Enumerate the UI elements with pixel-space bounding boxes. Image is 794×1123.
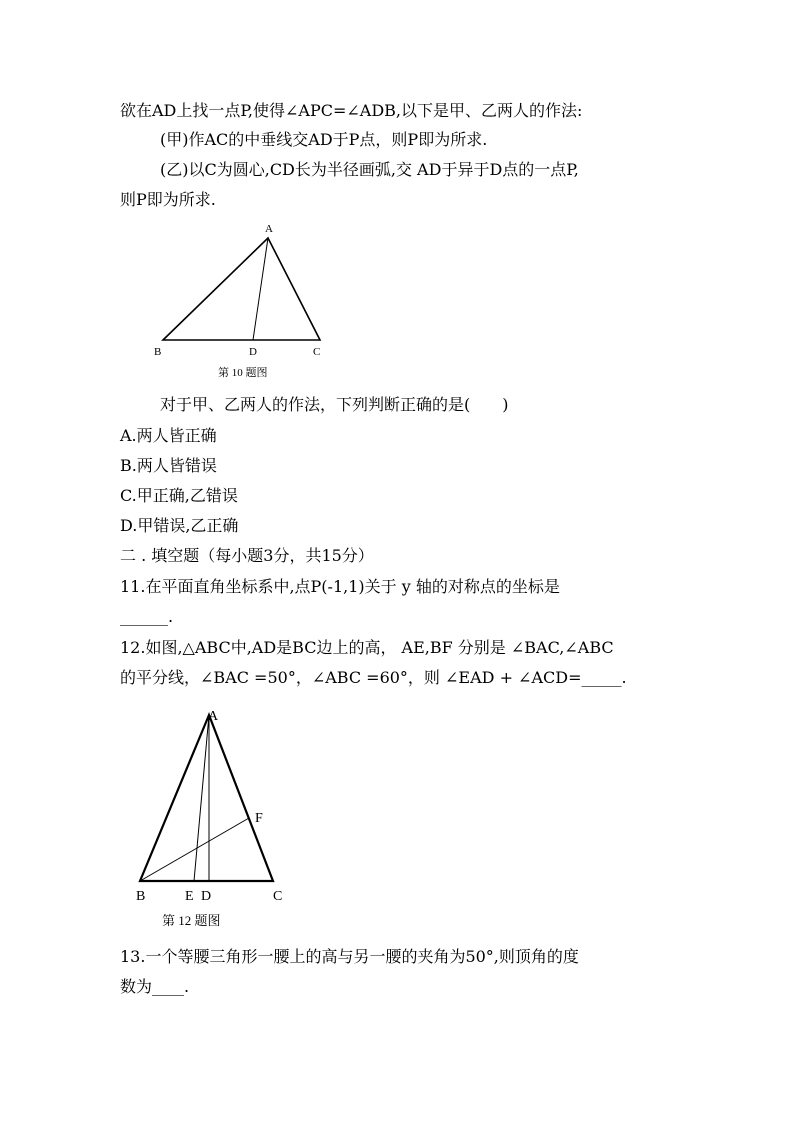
q11-blank: ______.: [120, 607, 174, 626]
label-e: E: [185, 889, 194, 904]
figure-10-caption: 第 10 题图: [218, 367, 268, 379]
q10-method-a: (甲)作AC的中垂线交AD于P点，则P即为所求.: [160, 130, 488, 149]
label-a: A: [265, 223, 273, 235]
q10-option-b: B.两人皆错误: [120, 456, 217, 475]
q10-method-b-cont: 则P即为所求.: [120, 190, 216, 209]
label-d-12: D: [201, 889, 212, 904]
label-f: F: [255, 811, 263, 826]
section-2-heading: 二 . 填空题（每小题3分，共15分）: [120, 546, 374, 565]
q13-line2: 数为____.: [120, 977, 190, 996]
label-d: D: [249, 346, 257, 358]
q10-stem: 欲在AD上找一点P,使得∠APC=∠ADB,以下是甲、乙两人的作法:: [120, 101, 583, 120]
q11-line1: 11.在平面直角坐标系中,点P(-1,1)关于 y 轴的对称点的坐标是: [120, 577, 560, 596]
label-b-12: B: [136, 889, 146, 904]
label-b: B: [154, 346, 162, 358]
q10-method-b: (乙)以C为圆心,CD长为半径画弧,交 AD于异于D点的一点P,: [160, 160, 579, 179]
q10-option-d: D.甲错误,乙正确: [120, 516, 239, 535]
q10-option-a: A.两人皆正确: [120, 426, 217, 445]
q10-question: 对于甲、乙两人的作法，下列判断正确的是( ): [160, 395, 509, 414]
q12-line2: 的平分线，∠BAC =50°，∠ABC =60°，则 ∠EAD + ∠ACD=_____.: [120, 668, 627, 687]
figure-12-caption: 第 12 题图: [162, 913, 221, 928]
label-a-12: A: [208, 709, 219, 724]
segment-ae: [194, 715, 209, 881]
q12-line1: 12.如图,△ABC中,AD是BC边上的高， AE,BF 分别是 ∠BAC,∠ABC: [120, 638, 614, 657]
label-c-12: C: [273, 889, 283, 904]
q10-option-c: C.甲正确,乙错误: [120, 486, 238, 505]
label-c: C: [313, 346, 321, 358]
q13-line1: 13.一个等腰三角形一腰上的高与另一腰的夹角为50°,则顶角的度: [120, 947, 579, 966]
